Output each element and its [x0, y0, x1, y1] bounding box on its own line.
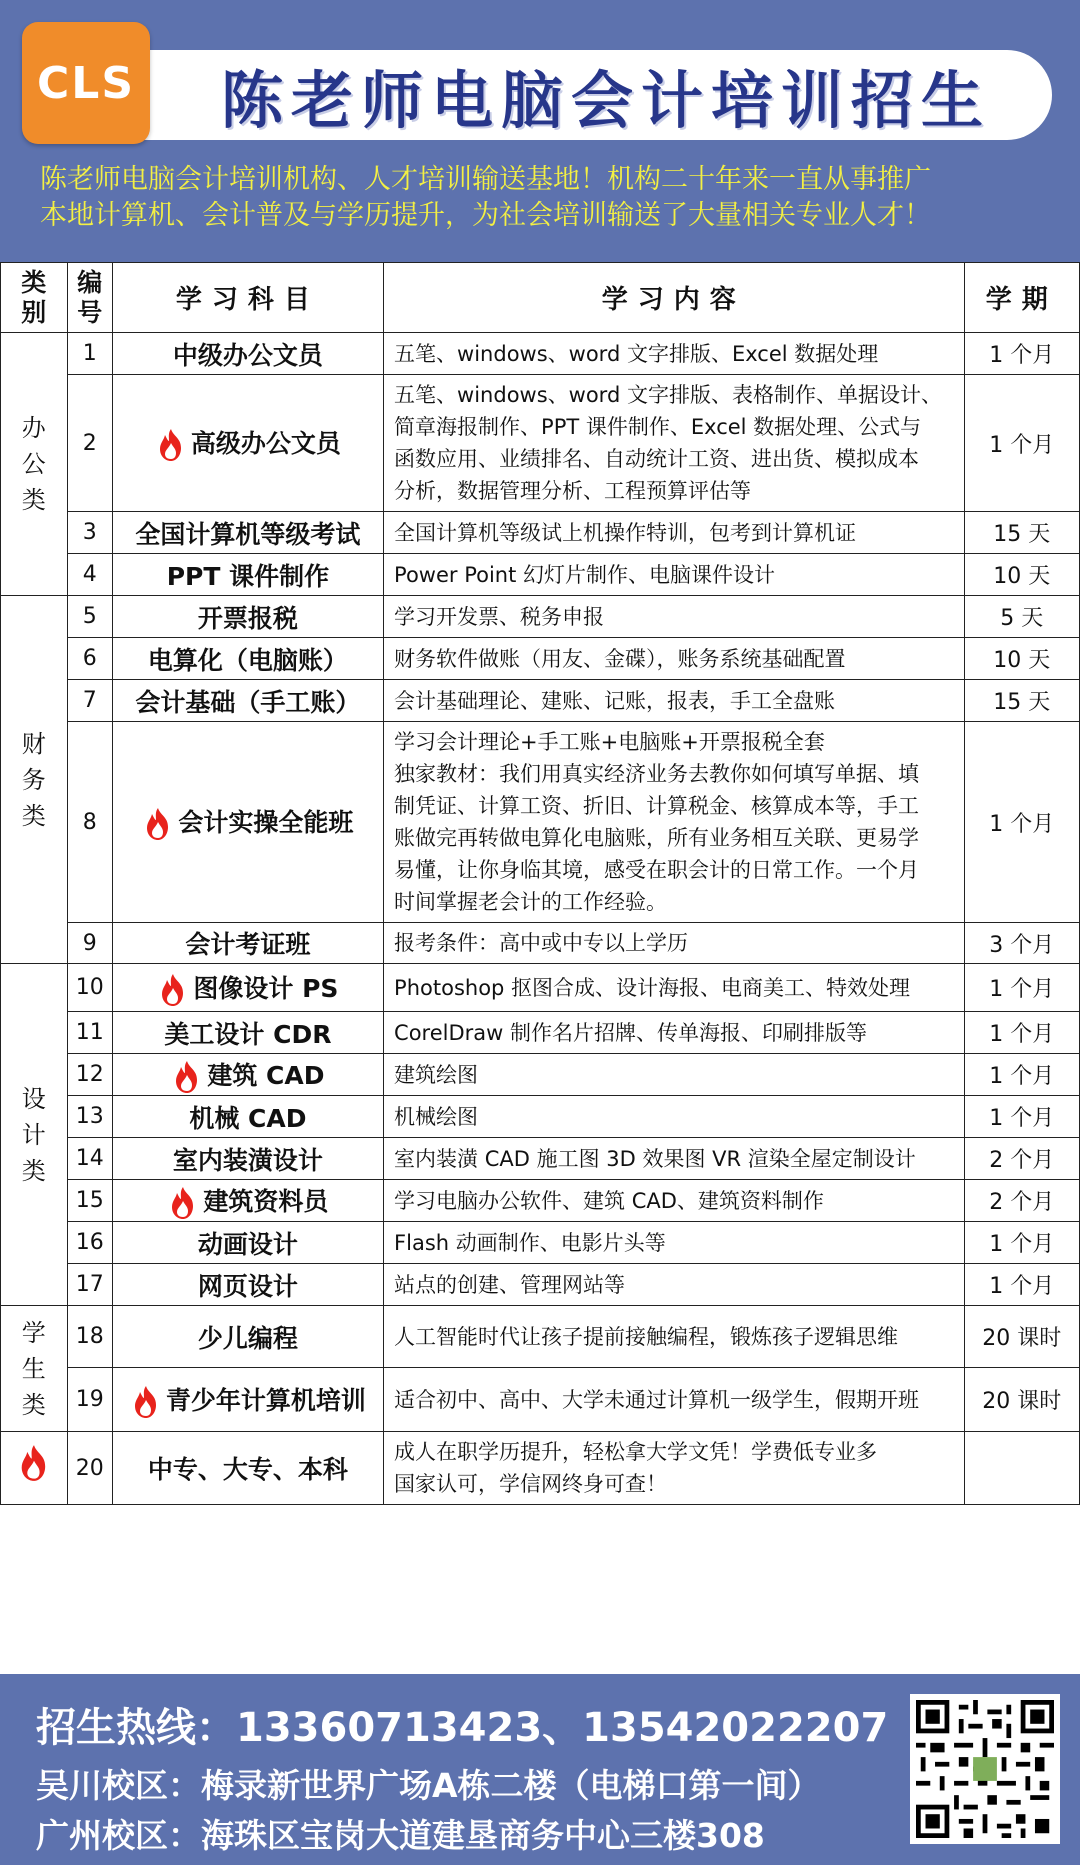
subject-label: 室内装潢设计 [172, 1145, 323, 1175]
row-subject [112, 375, 383, 512]
row-content [384, 1096, 965, 1138]
content-line: 制凭证、计算工资、折旧、计算税金、核算成本等，手工 [394, 794, 920, 818]
subject-label: 少儿编程 [197, 1323, 298, 1353]
row-period: 1 个月 [964, 1096, 1079, 1138]
row-subject [112, 333, 383, 375]
header-period: 学期 [964, 263, 1079, 333]
row-number: 2 [67, 375, 112, 512]
row-content [384, 596, 965, 638]
row-number: 14 [67, 1138, 112, 1180]
content-line: 简章海报制作、PPT 课件制作、Excel 数据处理、公式与 [394, 415, 922, 439]
row-period: 20 课时 [964, 1306, 1079, 1368]
table-row [1, 680, 1080, 722]
row-subject [112, 923, 383, 964]
content-line: 适合初中、高中、大学未通过计算机一级学生，假期开班 [394, 1387, 920, 1412]
category-char: 类 [21, 1156, 46, 1185]
category-design [1, 964, 68, 1306]
header [0, 0, 1080, 262]
content-line: 成人在职学历提升，轻松拿大学文凭！学费低专业多 [394, 1440, 878, 1464]
row-subject [112, 512, 383, 554]
row-content [384, 554, 965, 596]
header-category-1: 类 [21, 267, 47, 297]
row-period: 10 天 [964, 638, 1079, 680]
content-line: 建筑绘图 [394, 1062, 479, 1087]
subject-label: 会计实操全能班 [178, 808, 354, 837]
content-line: CorelDraw 制作名片招牌、传单海报、印刷排版等 [394, 1020, 868, 1045]
row-number: 12 [67, 1054, 112, 1096]
campus-wuchuan: 吴川校区：梅录新世界广场A栋二楼（电梯口第一间） [36, 1766, 821, 1805]
row-period: 10 天 [964, 554, 1079, 596]
row-content [384, 923, 965, 964]
row-number: 16 [67, 1222, 112, 1264]
row-subject [112, 1096, 383, 1138]
row-subject [112, 1368, 383, 1432]
row-period: 2 个月 [964, 1180, 1079, 1222]
row-subject [112, 1264, 383, 1306]
row-period: 5 天 [964, 596, 1079, 638]
fire-hot-icon [16, 1444, 52, 1482]
subject-label: 图像设计 PS [193, 973, 339, 1003]
course-table-wrap [0, 262, 1080, 1674]
course-table [0, 262, 1080, 1505]
row-number: 5 [67, 596, 112, 638]
row-period [964, 1432, 1079, 1505]
fire-hot-icon [155, 428, 187, 462]
row-content [384, 1368, 965, 1432]
row-content [384, 1222, 965, 1264]
row-period: 1 个月 [964, 375, 1079, 512]
content-line: 室内装潢 CAD 施工图 3D 效果图 VR 渲染全屋定制设计 [394, 1146, 916, 1171]
content-line: 全国计算机等级试上机操作特训，包考到计算机证 [394, 520, 857, 545]
row-content [384, 1138, 965, 1180]
content-line: 分析，数据管理分析、工程预算评估等 [394, 479, 752, 503]
table-row [1, 1012, 1080, 1054]
table-row [1, 638, 1080, 680]
cls-logo: CLS [22, 22, 150, 144]
row-period: 3 个月 [964, 923, 1079, 964]
row-content [384, 1180, 965, 1222]
row-content [384, 1012, 965, 1054]
row-number: 18 [67, 1306, 112, 1368]
row-number: 17 [67, 1264, 112, 1306]
table-row [1, 375, 1080, 512]
category-char: 公 [21, 450, 46, 478]
table-row [1, 722, 1080, 923]
table-row [1, 512, 1080, 554]
table-row [1, 1096, 1080, 1138]
content-line: Photoshop 抠图合成、设计海报、电商美工、特效处理 [394, 975, 911, 1000]
row-subject [112, 1180, 383, 1222]
row-subject [112, 964, 383, 1012]
table-row [1, 923, 1080, 964]
page-title: 陈老师电脑会计培训招生 [220, 63, 991, 137]
row-subject [112, 596, 383, 638]
content-line: 学习开发票、税务申报 [394, 604, 605, 629]
subject-label: 会计考证班 [185, 930, 311, 959]
table-header-row [1, 263, 1080, 333]
content-line: Flash 动画制作、电影片头等 [394, 1230, 666, 1255]
table-row [1, 1054, 1080, 1096]
subject-label: 会计基础（手工账） [135, 687, 361, 717]
row-content [384, 512, 965, 554]
qr-code-icon [916, 1700, 1054, 1838]
row-subject [112, 1306, 383, 1368]
category-char: 设 [21, 1084, 46, 1113]
table-row [1, 1432, 1080, 1505]
category-office [1, 333, 68, 596]
content-line: 报考条件：高中或中专以上学历 [394, 931, 689, 955]
content-line: 学习会计理论+手工账+电脑账+开票报税全套 [394, 730, 825, 754]
subject-label: 网页设计 [197, 1271, 298, 1301]
category-char: 办 [21, 414, 46, 442]
row-number: 20 [67, 1432, 112, 1505]
intro-line-2: 本地计算机、会计普及与学历提升，为社会培训输送了大量相关专业人才！ [40, 200, 931, 231]
table-row [1, 1222, 1080, 1264]
subject-label: 中专、大专、本科 [147, 1455, 348, 1484]
fire-hot-icon [130, 1385, 162, 1419]
row-period: 1 个月 [964, 1012, 1079, 1054]
category-student [1, 1306, 68, 1432]
content-line: 时间掌握老会计的工作经验。 [394, 890, 668, 914]
row-period: 1 个月 [964, 1054, 1079, 1096]
row-subject [112, 638, 383, 680]
row-content [384, 333, 965, 375]
row-period: 1 个月 [964, 1264, 1079, 1306]
content-line: 五笔、windows、word 文字排版、Excel 数据处理 [394, 341, 879, 366]
row-number: 4 [67, 554, 112, 596]
table-row [1, 1138, 1080, 1180]
row-number: 8 [67, 722, 112, 923]
content-line: 五笔、windows、word 文字排版、表格制作、单据设计、 [394, 383, 942, 407]
content-line: 独家教材：我们用真实经济业务去教你如何填写单据、填 [394, 762, 920, 786]
subject-label: 中级办公文员 [172, 340, 323, 370]
header-category-2: 别 [21, 297, 47, 327]
row-number: 10 [67, 964, 112, 1012]
subject-label: 建筑资料员 [203, 1186, 329, 1216]
content-line: 易懂，让你身临其境，感受在职会计的日常工作。一个月 [394, 858, 920, 882]
category-char: 财 [21, 729, 46, 758]
hotline: 招生热线：13360713423、13542022207 [36, 1705, 889, 1751]
subject-label: PPT 课件制作 [166, 561, 330, 591]
row-subject [112, 1138, 383, 1180]
subject-label: 机械 CAD [189, 1103, 307, 1133]
row-number: 11 [67, 1012, 112, 1054]
row-number: 15 [67, 1180, 112, 1222]
content-line: 账做完再转做电算化电脑账，所有业务相互关联、更易学 [394, 826, 920, 850]
content-line: 国家认可，学信网终身可查！ [394, 1472, 668, 1496]
row-content [384, 1054, 965, 1096]
row-period: 1 个月 [964, 1222, 1079, 1264]
subject-label: 动画设计 [197, 1229, 298, 1259]
row-period: 15 天 [964, 680, 1079, 722]
row-subject [112, 722, 383, 923]
content-line: 学习电脑办公软件、建筑 CAD、建筑资料制作 [394, 1188, 824, 1213]
row-content [384, 375, 965, 512]
row-subject [112, 1432, 383, 1505]
row-content [384, 1264, 965, 1306]
row-period: 1 个月 [964, 722, 1079, 923]
table-row [1, 554, 1080, 596]
content-line: 机械绘图 [394, 1104, 479, 1129]
subject-label: 全国计算机等级考试 [135, 519, 361, 549]
row-subject [112, 554, 383, 596]
category-char: 生 [21, 1354, 46, 1383]
table-row [1, 1368, 1080, 1432]
table-row [1, 1264, 1080, 1306]
table-row [1, 333, 1080, 375]
row-number: 19 [67, 1368, 112, 1432]
row-content [384, 1306, 965, 1368]
category-char: 类 [21, 1390, 46, 1419]
row-period: 20 课时 [964, 1368, 1079, 1432]
content-line: 会计基础理论、建账、记账，报表，手工全盘账 [394, 688, 836, 713]
row-content [384, 722, 965, 923]
row-period: 1 个月 [964, 333, 1079, 375]
intro-text [40, 162, 1050, 234]
category-char: 类 [21, 801, 46, 830]
row-subject [112, 1054, 383, 1096]
row-period: 2 个月 [964, 1138, 1079, 1180]
row-content [384, 680, 965, 722]
title-banner [130, 50, 1052, 140]
category-finance [1, 596, 68, 964]
row-content [384, 1432, 965, 1505]
row-number: 7 [67, 680, 112, 722]
row-content [384, 964, 965, 1012]
fire-hot-icon [157, 973, 189, 1007]
row-subject [112, 1012, 383, 1054]
row-subject [112, 680, 383, 722]
table-row [1, 1306, 1080, 1368]
content-line: 站点的创建、管理网站等 [394, 1272, 626, 1297]
subject-label: 电算化（电脑账） [147, 645, 348, 675]
header-number-2: 号 [77, 297, 103, 327]
table-row [1, 596, 1080, 638]
row-number: 13 [67, 1096, 112, 1138]
category-hot [1, 1432, 68, 1505]
header-number [67, 263, 112, 333]
table-body [1, 333, 1080, 1505]
fire-hot-icon [167, 1186, 199, 1220]
subject-label: 青少年计算机培训 [165, 1385, 366, 1415]
category-char: 学 [21, 1318, 46, 1347]
fire-hot-icon [142, 807, 174, 841]
subject-label: 高级办公文员 [190, 429, 341, 458]
table-row [1, 1180, 1080, 1222]
header-category [1, 263, 68, 333]
row-period: 1 个月 [964, 964, 1079, 1012]
category-char: 计 [21, 1120, 46, 1149]
footer [0, 1674, 1080, 1865]
header-number-1: 编 [77, 267, 103, 297]
header-content: 学习内容 [384, 263, 965, 333]
row-content [384, 638, 965, 680]
fire-hot-icon [171, 1060, 203, 1094]
row-number: 6 [67, 638, 112, 680]
row-period: 15 天 [964, 512, 1079, 554]
row-number: 9 [67, 923, 112, 964]
campus-guangzhou: 广州校区：海珠区宝岗大道建垦商务中心三楼308 [36, 1816, 765, 1855]
table-row [1, 964, 1080, 1012]
qr-code [910, 1694, 1060, 1844]
content-line: 财务软件做账（用友、金碟），账务系统基础配置 [394, 646, 846, 671]
category-char: 类 [21, 486, 46, 514]
row-subject [112, 1222, 383, 1264]
content-line: Power Point 幻灯片制作、电脑课件设计 [394, 562, 776, 587]
row-number: 1 [67, 333, 112, 375]
content-line: 人工智能时代让孩子提前接触编程，锻炼孩子逻辑思维 [394, 1324, 899, 1349]
row-number: 3 [67, 512, 112, 554]
category-char: 务 [21, 765, 46, 794]
subject-label: 开票报税 [197, 603, 298, 633]
intro-line-1: 陈老师电脑会计培训机构、人才培训输送基地！机构二十年来一直从事推广 [40, 164, 931, 195]
subject-label: 美工设计 CDR [164, 1019, 332, 1049]
content-line: 函数应用、业绩排名、自动统计工资、进出货、模拟成本 [394, 447, 920, 471]
header-subject: 学习科目 [112, 263, 383, 333]
subject-label: 建筑 CAD [207, 1060, 325, 1090]
